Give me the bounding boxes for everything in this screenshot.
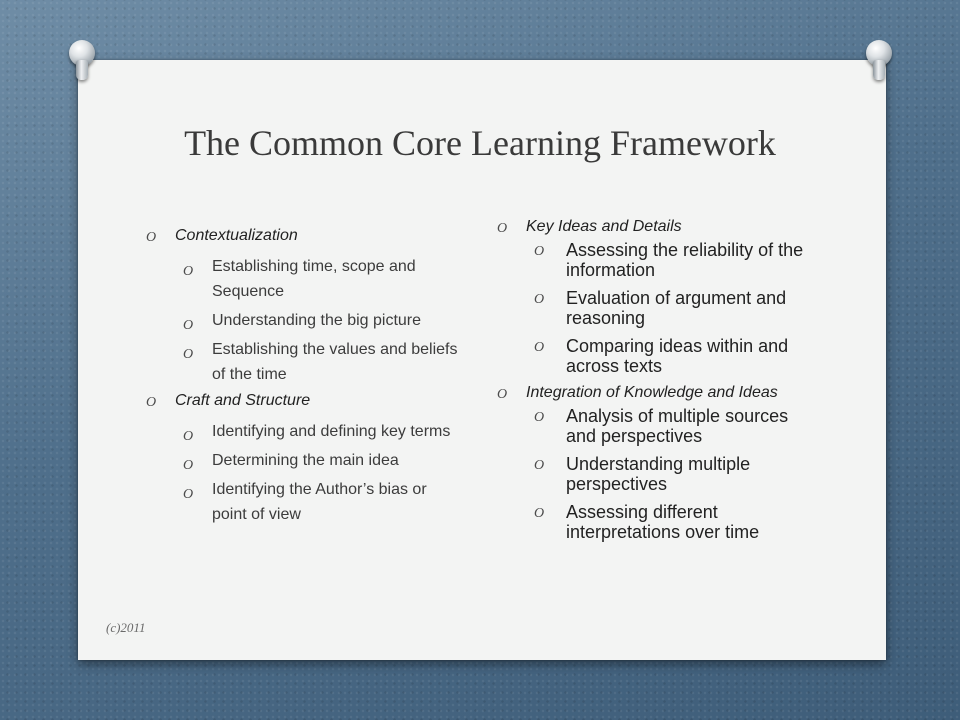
- left-list-item: O Identifying and defining key terms: [146, 419, 464, 444]
- right-column: [497, 218, 819, 550]
- slide-title: The Common Core Learning Framework: [184, 123, 776, 163]
- right-list-item: O Assessing the reliability of the information: [534, 240, 804, 280]
- left-list-item: O Establishing time, scope and Sequence: [183, 258, 416, 300]
- bullet-icon: O: [534, 340, 545, 355]
- left-list-item: O Establishing the values and beliefs of the time: [183, 341, 458, 383]
- bullet-icon: O: [183, 429, 194, 444]
- bullet-icon: O: [183, 347, 194, 362]
- bullet-icon: O: [497, 221, 508, 236]
- left-section-heading: O Contextualization: [146, 226, 464, 246]
- copyright-label: (c)2011: [106, 620, 146, 635]
- left-list-item: O Identifying the Author’s bias or point of view: [183, 481, 427, 523]
- right-list-item: O Understanding multiple perspectives: [534, 454, 751, 494]
- bullet-icon: O: [146, 230, 157, 245]
- left-column: [146, 226, 464, 531]
- bullet-icon: O: [534, 410, 545, 425]
- bullet-icon: O: [534, 244, 545, 259]
- bullet-icon: O: [183, 458, 194, 473]
- right-list-item: O Analysis of multiple sources and perspectives: [534, 406, 789, 446]
- bullet-icon: O: [534, 292, 545, 307]
- left-list-item: O Determining the main idea: [146, 448, 464, 473]
- right-list-item: O Comparing ideas within and across texts: [534, 336, 789, 376]
- bullet-icon: O: [183, 264, 194, 279]
- bullet-icon: O: [497, 387, 508, 402]
- bullet-icon: O: [183, 487, 194, 502]
- bullet-icon: O: [183, 318, 194, 333]
- right-section-heading: O Integration of Knowledge and Ideas: [497, 384, 778, 402]
- bullet-icon: O: [534, 458, 545, 473]
- left-list-item: O Understanding the big picture: [146, 308, 464, 333]
- pushpin-icon-right: [864, 40, 894, 84]
- right-list-item: O Evaluation of argument and reasoning: [534, 288, 787, 328]
- pushpin-icon-left: [67, 40, 97, 84]
- right-list-item: O Assessing different interpretations over time: [534, 502, 760, 542]
- bullet-icon: O: [534, 506, 545, 521]
- bullet-icon: O: [146, 395, 157, 410]
- left-section-heading: O Craft and Structure: [146, 391, 464, 411]
- right-section-heading: O Key Ideas and Details: [497, 218, 682, 236]
